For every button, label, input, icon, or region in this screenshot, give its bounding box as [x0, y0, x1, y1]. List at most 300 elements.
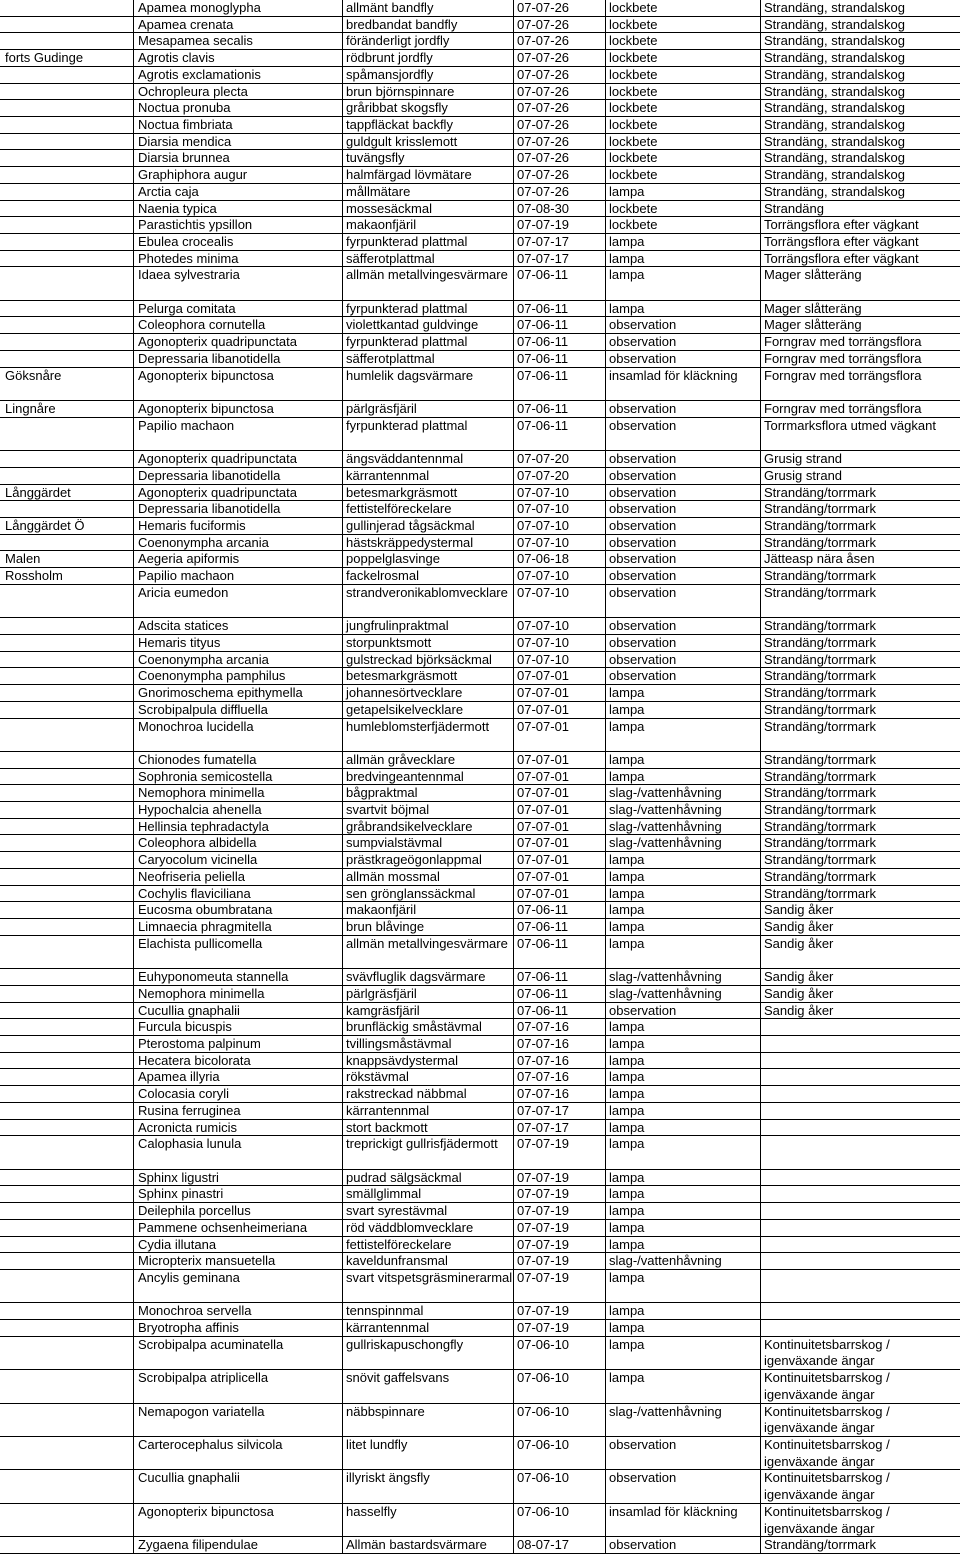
- habitat-cell: Strandäng/torrmark: [764, 818, 876, 834]
- common-name-cell: betesmarkgräsmott: [346, 484, 458, 500]
- habitat-cell: Torrmarksflora utmed vägkant: [764, 417, 936, 433]
- method-cell: lampa: [609, 852, 645, 868]
- common-name-cell: kärrantennmal: [346, 467, 430, 483]
- table-row: [0, 919, 960, 936]
- habitat-cell: Strandäng/torrmark: [764, 618, 876, 634]
- method-cell: lampa: [609, 1019, 645, 1035]
- habitat-cell: Jätteasp nära åsen: [764, 551, 875, 567]
- habitat-cell: Strandäng/torrmark: [764, 501, 876, 517]
- common-name-cell: stort backmott: [346, 1119, 428, 1135]
- date-cell: 07-06-10: [517, 1370, 570, 1386]
- species-cell: Cucullia gnaphalii: [138, 1470, 240, 1486]
- common-name-cell: allmän mossmal: [346, 868, 440, 884]
- method-cell: lampa: [609, 1269, 645, 1285]
- common-name-cell: mossesäckmal: [346, 200, 432, 216]
- table-row: [0, 1270, 960, 1303]
- method-cell: observation: [609, 401, 677, 417]
- table-row: [0, 1136, 960, 1169]
- method-cell: lampa: [609, 250, 645, 266]
- table-row: [0, 267, 960, 300]
- table-row: [0, 551, 960, 568]
- method-cell: lampa: [609, 1119, 645, 1135]
- common-name-cell: spåmansjordfly: [346, 66, 434, 82]
- common-name-cell: sen grönglanssäckmal: [346, 885, 476, 901]
- table-row: [0, 1470, 960, 1503]
- method-cell: lampa: [609, 1036, 645, 1051]
- method-cell: observation: [609, 551, 677, 567]
- species-cell: Scrobipalpula diffluella: [138, 701, 268, 717]
- table-row: [0, 1253, 960, 1270]
- species-cell: Noctua fimbriata: [138, 116, 233, 132]
- species-cell: Monochroa lucidella: [138, 718, 254, 734]
- date-cell: 07-06-10: [517, 1403, 570, 1419]
- table-row: [0, 184, 960, 201]
- common-name-cell: pudrad sälgsäckmal: [346, 1169, 462, 1185]
- species-cell: Micropterix mansuetella: [138, 1253, 276, 1269]
- common-name-cell: rödbrunt jordfly: [346, 50, 433, 66]
- habitat-cell: Mager slåtteräng: [764, 317, 862, 333]
- table-row: [0, 0, 960, 17]
- habitat-cell: Strandäng/torrmark: [764, 634, 876, 650]
- common-name-cell: bågpraktmal: [346, 785, 418, 801]
- date-cell: 07-07-26: [517, 66, 570, 82]
- habitat-cell: Strandäng/torrmark: [764, 685, 876, 701]
- method-cell: observation: [609, 668, 677, 684]
- common-name-cell: hästskräppedystermal: [346, 534, 474, 550]
- date-cell: 07-07-19: [517, 1136, 570, 1152]
- date-cell: 07-07-19: [517, 1219, 570, 1235]
- date-cell: 07-07-26: [517, 116, 570, 132]
- species-cell: Elachista pullicomella: [138, 935, 263, 951]
- common-name-cell: fackelrosmal: [346, 568, 419, 584]
- date-cell: 07-06-11: [517, 902, 569, 918]
- common-name-cell: snövit gaffelsvans: [346, 1370, 450, 1386]
- table-row: [0, 217, 960, 234]
- method-cell: lampa: [609, 267, 645, 283]
- table-row: [0, 201, 960, 218]
- species-cell: Hecatera bicolorata: [138, 1052, 251, 1068]
- date-cell: 07-06-11: [517, 317, 569, 333]
- method-cell: lockbete: [609, 66, 658, 82]
- species-cell: Pelurga comitata: [138, 300, 236, 316]
- table-row: [0, 518, 960, 535]
- common-name-cell: betesmarkgräsmott: [346, 668, 458, 684]
- common-name-cell: mållmätare: [346, 183, 411, 199]
- method-cell: lampa: [609, 685, 645, 701]
- habitat-cell: Strandäng/torrmark: [764, 668, 876, 684]
- common-name-cell: tuvängsfly: [346, 150, 405, 166]
- table-row: [0, 685, 960, 702]
- table-row: [0, 351, 960, 368]
- method-cell: lockbete: [609, 83, 658, 99]
- species-cell: Deilephila porcellus: [138, 1203, 251, 1219]
- date-cell: 07-07-19: [517, 217, 570, 233]
- habitat-cell: Strandäng/torrmark: [764, 835, 876, 851]
- habitat-cell: Mager slåtteräng: [764, 267, 862, 283]
- locality-cell: Långgärdet Ö: [5, 518, 85, 533]
- habitat-cell: Torrängsflora efter vägkant: [764, 250, 919, 266]
- table-row: [0, 886, 960, 903]
- method-cell: lampa: [609, 919, 645, 935]
- common-name-cell: tvillingsmåstävmal: [346, 1036, 452, 1051]
- method-cell: observation: [609, 618, 677, 634]
- method-cell: lampa: [609, 1069, 645, 1085]
- table-row: [0, 1537, 960, 1554]
- table-row: [0, 585, 960, 618]
- method-cell: lampa: [609, 1052, 645, 1068]
- table-row: [0, 819, 960, 836]
- species-cell: Diarsia mendica: [138, 133, 232, 149]
- habitat-cell: Kontinuitetsbarrskog / igenväxande ängar: [764, 1470, 890, 1503]
- species-cell: Cucullia gnaphalii: [138, 1002, 240, 1018]
- locality-cell: Rossholm: [5, 568, 63, 584]
- common-name-cell: ängsväddantennmal: [346, 451, 464, 467]
- method-cell: lampa: [609, 1186, 645, 1202]
- method-cell: slag-/vattenhåvning: [609, 1253, 722, 1269]
- common-name-cell: gulstreckad björksäckmal: [346, 651, 492, 667]
- date-cell: 07-07-01: [517, 751, 570, 767]
- date-cell: 07-06-11: [517, 267, 569, 283]
- common-name-cell: röd väddblomvecklare: [346, 1219, 474, 1235]
- species-cell: Mesapamea secalis: [138, 33, 253, 49]
- species-cell: Euhyponomeuta stannella: [138, 969, 289, 985]
- date-cell: 07-06-11: [517, 367, 569, 383]
- method-cell: lampa: [609, 935, 645, 951]
- table-row: [0, 50, 960, 67]
- method-cell: observation: [609, 501, 677, 517]
- date-cell: 07-07-17: [517, 1102, 570, 1118]
- species-cell: Hellinsia tephradactyla: [138, 818, 269, 834]
- date-cell: 07-07-20: [517, 451, 570, 467]
- table-row: [0, 1069, 960, 1086]
- date-cell: 07-07-26: [517, 133, 570, 149]
- common-name-cell: bredbandat bandfly: [346, 16, 458, 32]
- habitat-cell: Forngrav med torrängsflora: [764, 401, 922, 417]
- common-name-cell: föränderligt jordfly: [346, 33, 450, 49]
- method-cell: lampa: [609, 902, 645, 918]
- species-cell: Agonopterix quadripunctata: [138, 451, 298, 467]
- date-cell: 07-07-10: [517, 618, 570, 634]
- date-cell: 07-07-19: [517, 1253, 570, 1269]
- species-cell: Scrobipalpa acuminatella: [138, 1336, 284, 1352]
- species-cell: Caryocolum vicinella: [138, 852, 258, 868]
- common-name-cell: humlelik dagsvärmare: [346, 367, 474, 383]
- species-cell: Apamea illyria: [138, 1069, 220, 1085]
- habitat-cell: Strandäng/torrmark: [764, 518, 876, 533]
- common-name-cell: allmän gråvecklare: [346, 751, 456, 767]
- date-cell: 07-07-26: [517, 33, 570, 49]
- habitat-cell: Strandäng, strandalskog: [764, 133, 905, 149]
- date-cell: 07-07-16: [517, 1052, 570, 1068]
- common-name-cell: guldgult krisslemott: [346, 133, 458, 149]
- table-row: [0, 1237, 960, 1254]
- common-name-cell: gullinjerad tågsäckmal: [346, 518, 475, 533]
- common-name-cell: johannesörtvecklare: [346, 685, 463, 701]
- date-cell: 07-06-11: [517, 300, 569, 316]
- habitat-cell: Strandäng/torrmark: [764, 751, 876, 767]
- date-cell: 07-06-18: [517, 551, 570, 567]
- species-cell: Agonopterix bipunctosa: [138, 401, 274, 417]
- method-cell: slag-/vattenhåvning: [609, 818, 722, 834]
- date-cell: 07-07-01: [517, 685, 570, 701]
- date-cell: 07-07-16: [517, 1036, 570, 1051]
- table-row: [0, 702, 960, 719]
- method-cell: lockbete: [609, 50, 658, 66]
- table-row: [0, 1120, 960, 1137]
- method-cell: observation: [609, 467, 677, 483]
- common-name-cell: fettistelföreckelare: [346, 501, 452, 517]
- method-cell: lockbete: [609, 116, 658, 132]
- method-cell: lampa: [609, 1102, 645, 1118]
- date-cell: 07-07-01: [517, 802, 570, 818]
- method-cell: lampa: [609, 1203, 645, 1219]
- common-name-cell: makaonfjäril: [346, 902, 417, 918]
- species-cell: Gnorimoschema epithymella: [138, 685, 303, 701]
- method-cell: lampa: [609, 768, 645, 784]
- date-cell: 07-07-10: [517, 634, 570, 650]
- table-row: [0, 1053, 960, 1070]
- habitat-cell: Strandäng/torrmark: [764, 584, 876, 600]
- common-name-cell: brun blåvinge: [346, 919, 425, 935]
- habitat-cell: Strandäng/torrmark: [764, 568, 876, 584]
- method-cell: lockbete: [609, 0, 658, 15]
- habitat-cell: Strandäng/torrmark: [764, 651, 876, 667]
- habitat-cell: Strandäng/torrmark: [764, 534, 876, 550]
- species-cell: Hypochalcia ahenella: [138, 802, 262, 818]
- habitat-cell: Strandäng/torrmark: [764, 768, 876, 784]
- species-cell: Agrotis exclamationis: [138, 66, 261, 82]
- table-row: [0, 1337, 960, 1370]
- habitat-cell: Strandäng: [764, 200, 824, 216]
- method-cell: lockbete: [609, 33, 658, 49]
- table-row: [0, 485, 960, 502]
- table-row: [0, 418, 960, 451]
- common-name-cell: violettkantad guldvinge: [346, 317, 479, 333]
- date-cell: 07-06-11: [517, 350, 569, 366]
- habitat-cell: Forngrav med torrängsflora: [764, 334, 922, 350]
- species-cell: Nemophora minimella: [138, 785, 265, 801]
- date-cell: 07-07-26: [517, 183, 570, 199]
- common-name-cell: allmänt bandfly: [346, 0, 434, 15]
- habitat-cell: Torrängsflora efter vägkant: [764, 217, 919, 233]
- table-row: [0, 1404, 960, 1437]
- date-cell: 07-07-17: [517, 233, 570, 249]
- date-cell: 07-07-01: [517, 701, 570, 717]
- method-cell: lockbete: [609, 150, 658, 166]
- table-row: [0, 17, 960, 34]
- table-row: [0, 234, 960, 251]
- table-row: [0, 468, 960, 485]
- common-name-cell: fettistelföreckelare: [346, 1236, 452, 1252]
- common-name-cell: kaveldunfransmal: [346, 1253, 448, 1269]
- method-cell: observation: [609, 651, 677, 667]
- table-row: [0, 835, 960, 852]
- common-name-cell: gullriskapuschongfly: [346, 1336, 464, 1352]
- habitat-cell: Strandäng/torrmark: [764, 718, 876, 734]
- method-cell: lockbete: [609, 167, 658, 183]
- date-cell: 07-07-10: [517, 651, 570, 667]
- table-row: [0, 1370, 960, 1403]
- table-row: [0, 568, 960, 585]
- date-cell: 07-07-17: [517, 250, 570, 266]
- date-cell: 07-06-10: [517, 1437, 570, 1453]
- species-cell: Apamea monoglypha: [138, 0, 261, 15]
- date-cell: 07-07-20: [517, 467, 570, 483]
- common-name-cell: säfferotplattmal: [346, 350, 435, 366]
- habitat-cell: Strandäng, strandalskog: [764, 150, 905, 166]
- method-cell: observation: [609, 1002, 677, 1018]
- method-cell: lampa: [609, 1086, 645, 1102]
- method-cell: slag-/vattenhåvning: [609, 969, 722, 985]
- table-row: [0, 117, 960, 134]
- date-cell: 07-06-10: [517, 1336, 570, 1352]
- species-cell: Agonopterix quadripunctata: [138, 334, 298, 350]
- date-cell: 07-06-10: [517, 1470, 570, 1486]
- common-name-cell: pärlgräsfjäril: [346, 401, 417, 417]
- date-cell: 07-06-11: [517, 935, 569, 951]
- date-cell: 07-07-01: [517, 768, 570, 784]
- species-cell: Graphiphora augur: [138, 167, 248, 183]
- species-cell: Ochropleura plecta: [138, 83, 248, 99]
- species-cell: Nemophora minimella: [138, 985, 265, 1001]
- table-row: [0, 167, 960, 184]
- habitat-cell: Kontinuitetsbarrskog / igenväxande ängar: [764, 1370, 890, 1402]
- date-cell: 07-07-10: [517, 484, 570, 500]
- habitat-cell: Strandäng/torrmark: [764, 852, 876, 868]
- habitat-cell: Kontinuitetsbarrskog / igenväxande ängar: [764, 1503, 890, 1536]
- table-row: [0, 317, 960, 334]
- date-cell: 07-07-10: [517, 501, 570, 517]
- habitat-cell: Strandäng/torrmark: [764, 701, 876, 717]
- species-cell: Carterocephalus silvicola: [138, 1437, 283, 1453]
- date-cell: 07-07-26: [517, 50, 570, 66]
- common-name-cell: hasselfly: [346, 1503, 397, 1519]
- table-row: [0, 1170, 960, 1187]
- date-cell: 07-07-01: [517, 835, 570, 851]
- habitat-cell: Torrängsflora efter vägkant: [764, 233, 919, 249]
- date-cell: 07-06-11: [517, 919, 569, 935]
- date-cell: 07-07-01: [517, 818, 570, 834]
- common-name-cell: gråbrandsikelvecklare: [346, 818, 473, 834]
- date-cell: 07-07-01: [517, 668, 570, 684]
- method-cell: lockbete: [609, 217, 658, 233]
- method-cell: lampa: [609, 868, 645, 884]
- date-cell: 07-08-30: [517, 200, 570, 216]
- table-row: [0, 301, 960, 318]
- table-row: [0, 652, 960, 669]
- table-row: [0, 668, 960, 685]
- locality-cell: Göksnåre: [5, 367, 62, 383]
- date-cell: 07-07-16: [517, 1019, 570, 1035]
- common-name-cell: fyrpunkterad plattmal: [346, 300, 468, 316]
- species-cell: Agrotis clavis: [138, 50, 215, 66]
- species-cell: Hemaris tityus: [138, 634, 221, 650]
- date-cell: 07-06-11: [517, 401, 569, 417]
- species-cell: Naenia typica: [138, 200, 217, 216]
- habitat-cell: Strandäng/torrmark: [764, 1537, 876, 1553]
- common-name-cell: Allmän bastardsvärmare: [346, 1537, 487, 1553]
- table-row: [0, 1186, 960, 1203]
- table-row: [0, 969, 960, 986]
- method-cell: lampa: [609, 751, 645, 767]
- table-row: [0, 84, 960, 101]
- species-cell: Cydia illutana: [138, 1236, 217, 1252]
- species-cell: Ancylis geminana: [138, 1269, 240, 1285]
- common-name-cell: poppelglasvinge: [346, 551, 440, 567]
- species-cell: Coleophora cornutella: [138, 317, 266, 333]
- date-cell: 07-07-16: [517, 1086, 570, 1102]
- common-name-cell: brun björnspinnare: [346, 83, 455, 99]
- species-cell: Chionodes fumatella: [138, 751, 257, 767]
- habitat-cell: Strandäng, strandalskog: [764, 50, 905, 66]
- date-cell: 07-07-19: [517, 1269, 570, 1285]
- method-cell: lockbete: [609, 16, 658, 32]
- habitat-cell: Sandig åker: [764, 902, 834, 918]
- method-cell: lampa: [609, 300, 645, 316]
- habitat-cell: Strandäng, strandalskog: [764, 16, 905, 32]
- species-cell: Nemapogon variatella: [138, 1403, 265, 1419]
- date-cell: 08-07-17: [517, 1537, 570, 1553]
- habitat-cell: Kontinuitetsbarrskog / igenväxande ängar: [764, 1403, 890, 1436]
- date-cell: 07-07-01: [517, 785, 570, 801]
- date-cell: 07-07-26: [517, 100, 570, 116]
- method-cell: insamlad för kläckning: [609, 1503, 738, 1519]
- common-name-cell: strandveronikablomvecklare: [346, 584, 508, 600]
- common-name-cell: jungfrulinpraktmal: [346, 618, 449, 634]
- method-cell: observation: [609, 317, 677, 333]
- habitat-cell: Kontinuitetsbarrskog / igenväxande ängar: [764, 1336, 890, 1369]
- method-cell: slag-/vattenhåvning: [609, 985, 722, 1001]
- common-name-cell: prästkrageögonlappmal: [346, 852, 482, 868]
- method-cell: lampa: [609, 183, 645, 199]
- method-cell: slag-/vattenhåvning: [609, 1403, 722, 1419]
- method-cell: slag-/vattenhåvning: [609, 802, 722, 818]
- habitat-cell: Strandäng, strandalskog: [764, 83, 905, 99]
- common-name-cell: treprickigt gullrisfjädermott: [346, 1136, 498, 1152]
- method-cell: lockbete: [609, 200, 658, 216]
- species-cell: Ebulea crocealis: [138, 233, 234, 249]
- date-cell: 07-07-26: [517, 0, 570, 15]
- date-cell: 07-07-10: [517, 518, 570, 533]
- species-cell: Agonopterix bipunctosa: [138, 1503, 274, 1519]
- table-row: [0, 1320, 960, 1337]
- species-cell: Apamea crenata: [138, 16, 234, 32]
- date-cell: 07-07-19: [517, 1236, 570, 1252]
- species-cell: Hemaris fuciformis: [138, 518, 246, 533]
- species-cell: Rusina ferruginea: [138, 1102, 241, 1118]
- habitat-cell: Sandig åker: [764, 969, 834, 985]
- date-cell: 07-06-11: [517, 334, 569, 350]
- method-cell: observation: [609, 584, 677, 600]
- date-cell: 07-06-11: [517, 417, 569, 433]
- date-cell: 07-07-16: [517, 1069, 570, 1085]
- species-cell: Sphinx ligustri: [138, 1169, 219, 1185]
- locality-cell: Malen: [5, 551, 41, 567]
- habitat-cell: Forngrav med torrängsflora: [764, 367, 922, 383]
- species-cell: Scrobipalpa atriplicella: [138, 1370, 269, 1386]
- date-cell: 07-06-10: [517, 1503, 570, 1519]
- habitat-cell: Strandäng/torrmark: [764, 868, 876, 884]
- method-cell: observation: [609, 534, 677, 550]
- date-cell: 07-07-26: [517, 16, 570, 32]
- method-cell: observation: [609, 1470, 677, 1486]
- locality-cell: forts Gudinge: [5, 50, 84, 66]
- date-cell: 07-06-11: [517, 969, 569, 985]
- common-name-cell: tennspinnmal: [346, 1303, 424, 1319]
- common-name-cell: kamgräsfjäril: [346, 1002, 420, 1018]
- method-cell: lampa: [609, 1320, 645, 1336]
- method-cell: lampa: [609, 1370, 645, 1386]
